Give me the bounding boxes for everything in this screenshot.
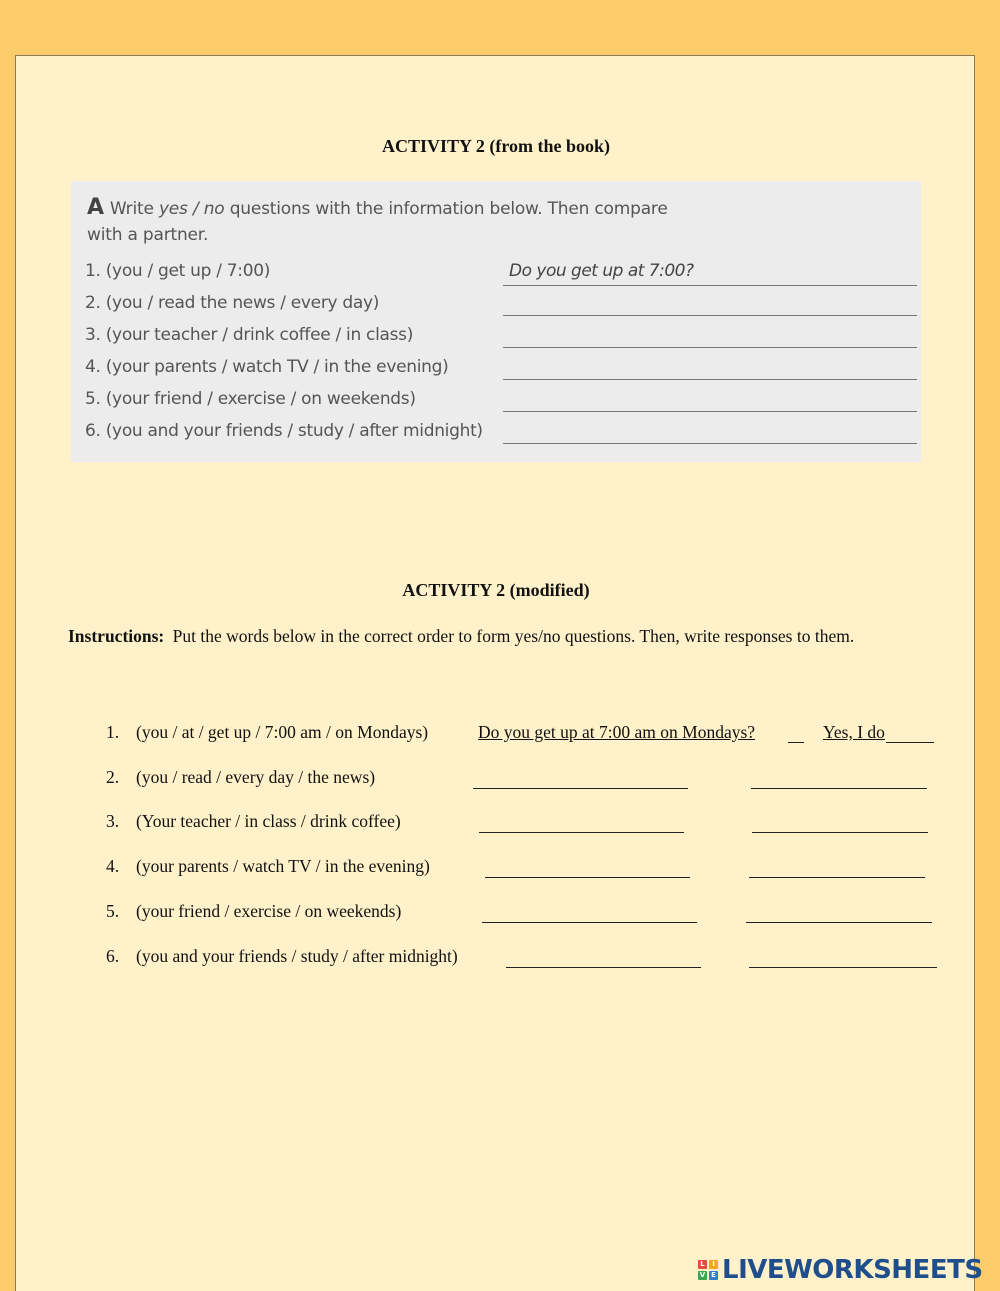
response-answer-field[interactable]: Yes, I do [823,722,885,742]
question-answer-field[interactable] [482,922,697,923]
instructions-text: Put the words below in the correct order to form yes/no questions. Then, write responses to them. [172,626,855,646]
book-example-answer: Do you get up at 7:00? [509,261,694,281]
question-answer-field[interactable] [479,832,684,833]
item-prompt: (Your teacher / in class / drink coffee) [136,811,401,831]
item-number: 1. [106,722,120,742]
item-number: 6. [106,946,120,966]
item-prompt: (you and your friends / study / after midnight) [136,946,458,966]
instructions [68,626,854,647]
response-blank [886,742,934,743]
book-item: 6. (you and your friends / study / after midnight) [85,421,483,441]
response-answer-field[interactable] [752,832,928,833]
book-excerpt-image [71,181,921,462]
book-answer-line [503,315,917,316]
response-answer-field[interactable] [749,877,925,878]
item-prompt: (your friend / exercise / on weekends) [136,901,402,921]
item-prompt: (your parents / watch TV / in the evening) [136,856,430,876]
instructions-label: Instructions: [68,626,165,646]
item-number: 2. [106,767,120,787]
item-number: 3. [106,811,120,831]
book-answer-line [503,411,917,412]
activity-modified-title: ACTIVITY 2 (modified) [402,580,590,600]
item-number: 4. [106,856,120,876]
book-answer-line [503,285,917,286]
question-answer-field[interactable] [506,967,701,968]
question-answer-field[interactable] [485,877,690,878]
response-answer-field[interactable] [749,967,937,968]
item-prompt: (you / read / every day / the news) [136,767,376,787]
item-prompt: (you / at / get up / 7:00 am / on Mondays) [136,722,429,742]
book-answer-line [503,379,917,380]
book-item: 4. (your parents / watch TV / in the evening) [85,357,449,377]
book-item: 1. (you / get up / 7:00) [85,261,271,281]
activity-book-title: ACTIVITY 2 (from the book) [381,136,610,156]
book-instructions: A Write yes / no questions with the information below. Then compare with a partner. [87,195,668,245]
book-item: 3. (your teacher / drink coffee / in class) [85,325,414,345]
logo-icon: L I V E [698,1260,718,1280]
item-number: 5. [106,901,120,921]
worksheet-page [15,55,975,1291]
exercise-letter: A [87,195,104,220]
response-answer-field[interactable] [751,788,927,789]
book-answer-line [503,443,917,444]
question-answer-field[interactable] [473,788,688,789]
question-blank [788,742,804,743]
liveworksheets-logo[interactable] [698,1255,983,1285]
response-answer-field[interactable] [746,922,932,923]
book-answer-line [503,347,917,348]
book-item: 5. (your friend / exercise / on weekends) [85,389,416,409]
book-item: 2. (you / read the news / every day) [85,293,380,313]
logo-text: LIVEWORKSHEETS [722,1255,983,1285]
question-answer-field[interactable]: Do you get up at 7:00 am on Mondays? [478,722,756,742]
